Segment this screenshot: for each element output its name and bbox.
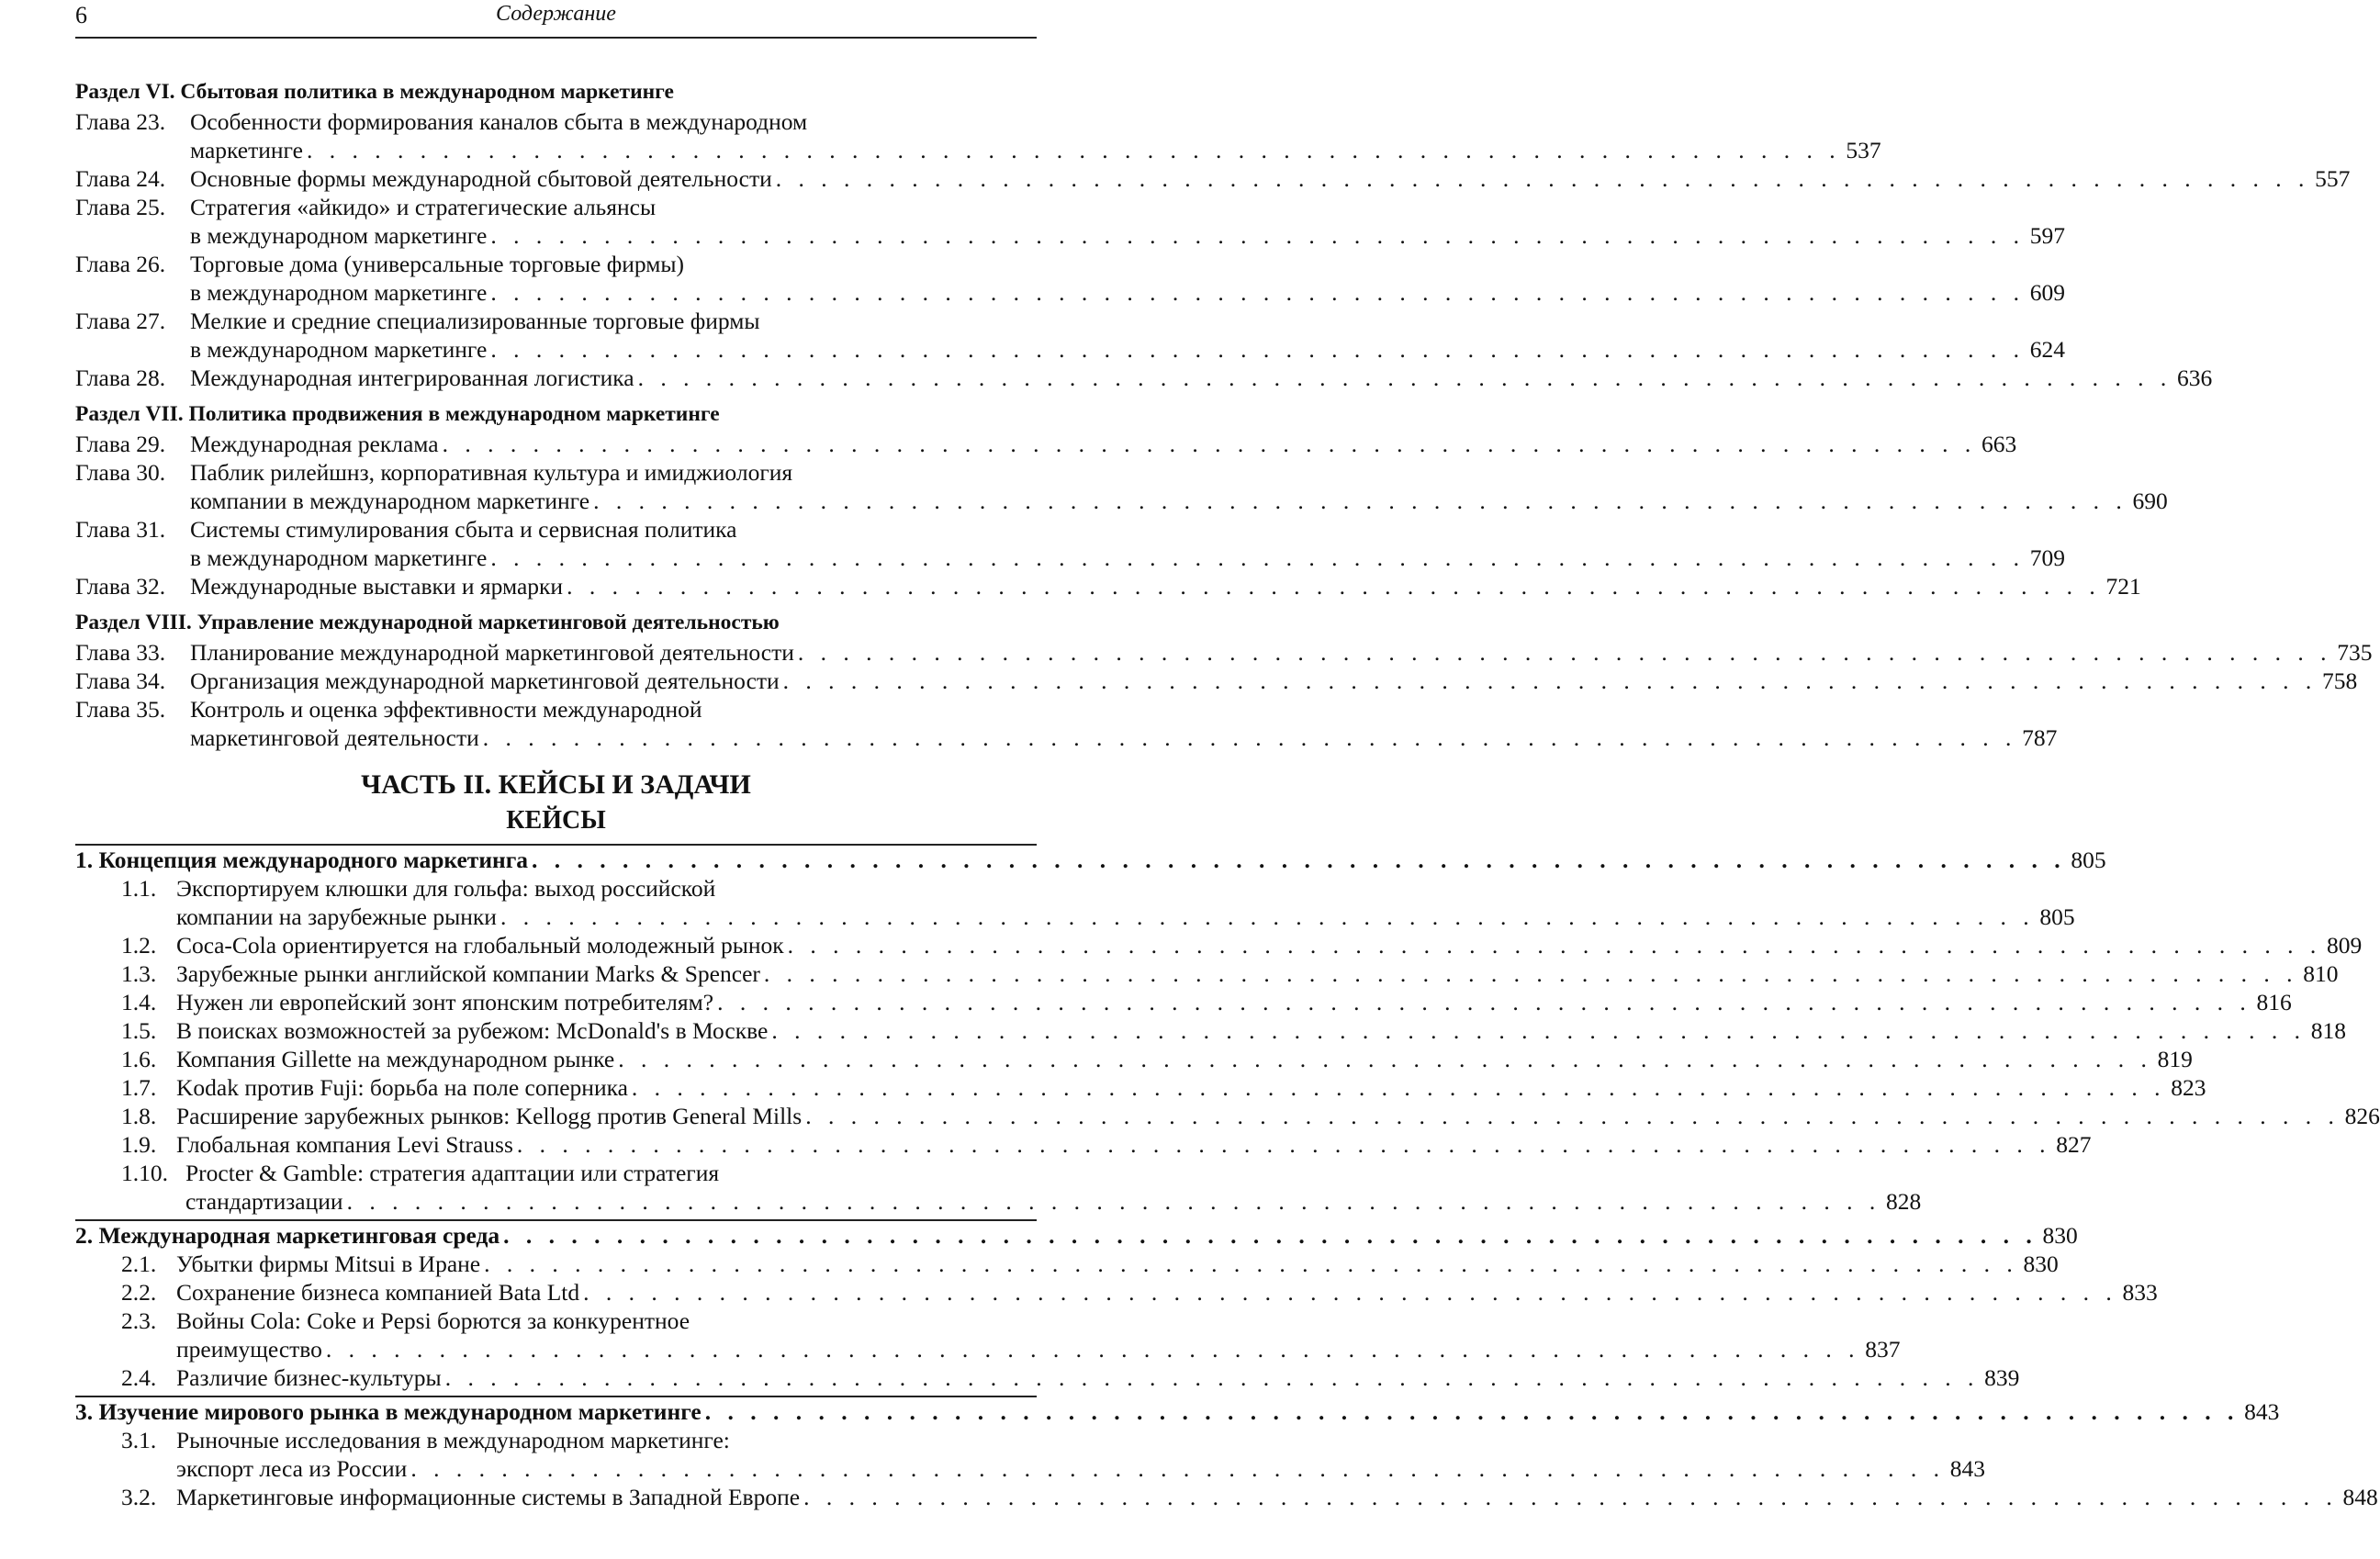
case-body [176,931,2362,959]
dot-leader [788,931,2322,959]
case-number: 1.8. [121,1103,157,1129]
chapter-page: 557 [2315,165,2351,192]
case-text: Рыночные исследования в международном маркетинге: [176,1427,730,1453]
chapter-page: 735 [2337,639,2373,666]
case-entry[interactable] [75,874,2075,931]
case-text: Нужен ли европейский зонт японским потребителям? [176,989,714,1015]
case-line [176,1045,2193,1073]
chapter-line [190,572,2141,600]
chapter-body [190,458,2168,515]
running-title: Содержание [496,2,616,26]
case-entry[interactable] [75,1045,2193,1073]
case-text: экспорт леса из России [176,1455,408,1482]
chapter-label: Глава 24. [75,165,166,192]
chapter-entry[interactable] [75,695,2058,752]
case-body [176,1363,2019,1392]
case-body [176,1073,2206,1102]
case-text: Procter & Gamble: стратегия адаптации или стратегия [185,1160,720,1186]
dot-leader [632,1073,2166,1102]
chapter-text: Международные выставки и ярмарки [190,573,564,600]
case-text: Маркетинговые информационные системы в Западной Европе [176,1484,801,1510]
case-line [185,1187,1921,1216]
dot-leader [567,572,2101,600]
chapter-page: 624 [2029,336,2065,363]
part-title: ЧАСТЬ II. КЕЙСЫ И ЗАДАЧИ [361,769,751,800]
chapter-text: в международном маркетинге [190,544,488,571]
case-group-line [75,846,2106,874]
case-body [176,1426,1985,1483]
dot-leader [490,544,2025,572]
dot-leader [326,1335,1860,1363]
chapter-body [190,250,2065,307]
case-line [176,1307,1901,1335]
chapter-label: Глава 30. [75,459,166,486]
chapter-page: 597 [2029,222,2065,249]
case-number: 2.3. [121,1307,157,1334]
case-page: 833 [2122,1279,2158,1306]
chapter-text: компании в международном маркетинге [190,488,590,514]
chapter-page: 636 [2177,365,2213,391]
chapter-text: Международная интегрированная логистика [190,365,634,391]
chapter-label: Глава 31. [75,516,166,543]
dot-leader [532,846,2066,874]
chapter-line [190,193,2065,221]
chapter-label: Глава 33. [75,639,166,666]
case-line [176,1102,2380,1130]
running-head [75,0,1037,39]
chapter-text: Международная реклама [190,431,439,457]
case-entry[interactable] [75,1102,2380,1130]
case-text: Зарубежные рынки английской компании Marks & Spencer [176,960,760,987]
chapter-line [190,723,2057,752]
case-number: 3.2. [121,1484,157,1510]
chapter-text: Контроль и оценка эффективности международной [190,696,702,723]
case-body [176,1278,2158,1307]
chapter-text: Основные формы международной сбытовой деятельности [190,165,772,192]
chapter-page: 787 [2022,724,2058,751]
dot-leader [798,638,2332,667]
case-number: 2.1. [121,1251,157,1277]
dot-leader [410,1454,1945,1483]
chapter-label: Глава 32. [75,573,166,600]
chapter-label: Глава 26. [75,251,166,277]
case-entry[interactable] [75,1250,2059,1278]
case-entry[interactable] [75,1483,2378,1511]
dot-leader [805,1102,2340,1130]
chapter-text: Паблик рилейшнз, корпоративная культура и имиджиология [190,459,793,486]
case-group-line [75,1397,2280,1426]
case-body [176,1483,2378,1511]
case-page: 816 [2256,989,2292,1015]
dot-leader [593,487,2127,515]
case-page: 809 [2327,932,2363,959]
case-page: 819 [2157,1046,2193,1072]
case-text: стандартизации [185,1188,343,1215]
case-page: 827 [2056,1131,2092,1158]
chapter-entry[interactable] [75,307,2065,364]
dot-leader [583,1278,2117,1307]
case-number: 1.4. [121,989,157,1015]
chapter-page: 709 [2029,544,2065,571]
chapter-entry[interactable] [75,515,2065,572]
chapter-text: в международном маркетинге [190,336,488,363]
dot-leader [771,1016,2306,1045]
case-page: 805 [2039,903,2075,930]
chapter-text: Системы стимулирования сбыта и сервисная политика [190,516,737,543]
case-group-heading[interactable] [75,1219,2078,1250]
chapter-line [190,221,2065,250]
case-text: компании на зарубежные рынки [176,903,497,930]
case-page: 837 [1865,1336,1901,1363]
chapter-label: Глава 25. [75,194,166,220]
case-line [176,1483,2378,1511]
chapter-text: Торговые дома (универсальные торговые фирмы) [190,251,685,277]
case-line [176,903,2075,931]
case-body [176,1130,2092,1159]
case-text: Сохранение бизнеса компанией Bata Ltd [176,1279,580,1306]
case-page: 826 [2344,1103,2380,1129]
case-line [176,988,2292,1016]
case-line [176,1130,2092,1159]
chapter-label: Глава 28. [75,365,166,391]
case-number: 1.2. [121,932,157,959]
case-entry[interactable] [75,1363,2020,1392]
dot-leader [803,1483,2338,1511]
case-body [176,1250,2059,1278]
chapter-page: 609 [2029,279,2065,306]
chapter-line [190,107,1881,136]
case-number: 1.5. [121,1017,157,1044]
case-page: 830 [2023,1251,2059,1277]
case-entry[interactable] [75,931,2363,959]
dot-leader [443,430,1977,458]
case-line [176,1335,1901,1363]
dot-leader [517,1130,2051,1159]
case-line [176,1073,2206,1102]
chapter-line [190,278,2065,307]
dot-leader [483,723,2017,752]
case-group-page: 843 [2244,1398,2280,1425]
case-text: Coca-Cola ориентируется на глобальный молодежный рынок [176,932,784,959]
case-body [185,1159,1921,1216]
case-number: 2.2. [121,1279,157,1306]
case-number: 2.4. [121,1364,157,1391]
case-page: 843 [1949,1455,1985,1482]
case-page: 848 [2342,1484,2378,1510]
chapter-line [190,335,2065,364]
case-text: Войны Cola: Coke и Pepsi борются за конкурентное [176,1307,690,1334]
chapter-label: Глава 35. [75,696,166,723]
chapter-text: в международном маркетинге [190,222,488,249]
case-text: Убытки фирмы Mitsui в Иране [176,1251,481,1277]
chapter-entry[interactable] [75,458,2168,515]
chapter-line [190,307,2065,335]
case-line [176,874,2075,903]
chapter-body [190,193,2065,250]
chapter-body [190,307,2065,364]
chapter-text: Планирование международной маркетинговой деятельности [190,639,794,666]
case-number: 3.1. [121,1427,157,1453]
chapter-entry[interactable] [75,107,1881,164]
case-page: 810 [2303,960,2339,987]
chapter-body [190,572,2141,600]
chapter-entry[interactable] [75,638,2373,667]
case-group-text: 2. Международная маркетинговая среда [75,1222,500,1249]
case-body [176,988,2292,1016]
chapter-line [190,136,1881,164]
dot-leader [764,959,2298,988]
case-entry[interactable] [75,1130,2092,1159]
case-body [176,1045,2193,1073]
section-heading: Раздел VII. Политика продвижения в международном маркетинге [75,402,720,426]
chapter-text: Особенности формирования каналов сбыта в международном [190,108,808,135]
case-group-text: 1. Концепция международного маркетинга [75,847,529,873]
case-body [176,959,2339,988]
dot-leader [618,1045,2152,1073]
dot-leader [490,335,2025,364]
part-subtitle: КЕЙСЫ [506,806,606,835]
chapter-text: маркетинге [190,137,303,163]
case-text: преимущество [176,1336,322,1363]
case-entry[interactable] [75,1159,1922,1216]
case-line [185,1159,1921,1187]
dot-leader [347,1187,1881,1216]
chapter-line [190,695,2057,723]
case-number: 1.3. [121,960,157,987]
dot-leader [484,1250,2018,1278]
case-entry[interactable] [75,1073,2206,1102]
dot-leader [717,988,2251,1016]
case-body [176,1102,2380,1130]
case-line [176,1454,1985,1483]
chapter-body [190,430,2016,458]
chapter-line [190,250,2065,278]
case-line [176,959,2339,988]
case-text: В поисках возможностей за рубежом: McDonald's в Москве [176,1017,769,1044]
chapter-label: Глава 23. [75,108,166,135]
case-body [176,1016,2346,1045]
case-line [176,1250,2059,1278]
chapter-line [190,544,2065,572]
chapter-entry[interactable] [75,572,2141,600]
case-number: 1.6. [121,1046,157,1072]
chapter-entry[interactable] [75,430,2017,458]
dot-leader [705,1397,2240,1426]
section-heading: Раздел VI. Сбытовая политика в международном маркетинге [75,80,674,104]
case-page: 823 [2171,1074,2206,1101]
case-line [176,1016,2346,1045]
dot-leader [638,364,2172,392]
case-line [176,1426,1985,1454]
chapter-body [190,667,2357,695]
chapter-text: Мелкие и средние специализированные торговые фирмы [190,308,760,334]
dot-leader [490,278,2025,307]
chapter-body [190,107,1881,164]
chapter-line [190,515,2065,544]
case-number: 1.10. [121,1160,168,1186]
chapter-line [190,667,2357,695]
case-page: 839 [1984,1364,2020,1391]
chapter-label: Глава 34. [75,667,166,694]
page-number: 6 [75,2,87,28]
case-entry[interactable] [75,988,2292,1016]
case-group-heading[interactable] [75,1396,2280,1426]
chapter-entry[interactable] [75,193,2065,250]
chapter-line [190,164,2350,193]
case-group-heading[interactable] [75,844,2106,874]
case-text: Экспортируем клюшки для гольфа: выход российской [176,875,716,902]
case-text: Различие бизнес-культуры [176,1364,442,1391]
chapter-text: Организация международной маркетинговой деятельности [190,667,780,694]
chapter-line [190,487,2168,515]
dot-leader [776,164,2310,193]
chapter-body [190,364,2212,392]
chapter-entry[interactable] [75,364,2213,392]
chapter-body [190,515,2065,572]
table-of-contents [75,77,2380,1511]
case-line [176,1363,2019,1392]
chapter-line [190,638,2373,667]
chapter-entry[interactable] [75,164,2351,193]
case-body [176,1307,1901,1363]
chapter-body [190,638,2373,667]
chapter-line [190,430,2016,458]
case-page: 828 [1885,1188,1922,1215]
section-heading: Раздел VIII. Управление международной маркетинговой деятельностью [75,611,780,634]
case-group-page: 830 [2042,1222,2078,1249]
case-entry[interactable] [75,1307,1901,1363]
case-entry[interactable] [75,1426,1985,1483]
case-entry[interactable] [75,959,2339,988]
case-number: 1.7. [121,1074,157,1101]
case-text: Компания Gillette на международном рынке [176,1046,615,1072]
chapter-label: Глава 27. [75,308,166,334]
chapter-text: маркетинговой деятельности [190,724,479,751]
case-text: Глобальная компания Levi Strauss [176,1131,513,1158]
case-line [176,931,2362,959]
case-text: Расширение зарубежных рынков: Kellogg против General Mills [176,1103,803,1129]
chapter-body [190,164,2350,193]
chapter-label: Глава 29. [75,431,166,457]
chapter-line [190,458,2168,487]
case-page: 818 [2310,1017,2346,1044]
case-entry[interactable] [75,1016,2346,1045]
chapter-text: в международном маркетинге [190,279,488,306]
case-entry[interactable] [75,1278,2158,1307]
dot-leader [783,667,2318,695]
chapter-page: 537 [1846,137,1881,163]
dot-leader [307,136,1841,164]
chapter-entry[interactable] [75,250,2065,307]
case-group-text: 3. Изучение мирового рынка в международном маркетинге [75,1398,702,1425]
chapter-page: 721 [2105,573,2141,600]
dot-leader [490,221,2025,250]
dot-leader [445,1363,1980,1392]
case-group-page: 805 [2071,847,2106,873]
dot-leader [503,1221,2038,1250]
chapter-entry[interactable] [75,667,2358,695]
chapter-page: 690 [2132,488,2168,514]
case-text: Kodak против Fuji: борьба на поле соперника [176,1074,628,1101]
chapter-page: 758 [2322,667,2358,694]
chapter-line [190,364,2212,392]
dot-leader [500,903,2035,931]
chapter-text: Стратегия «айкидо» и стратегические альянсы [190,194,657,220]
case-body [176,874,2075,931]
chapter-body [190,695,2057,752]
case-number: 1.1. [121,875,157,902]
case-number: 1.9. [121,1131,157,1158]
chapter-page: 663 [1981,431,2017,457]
case-line [176,1278,2158,1307]
case-group-line [75,1221,2078,1250]
